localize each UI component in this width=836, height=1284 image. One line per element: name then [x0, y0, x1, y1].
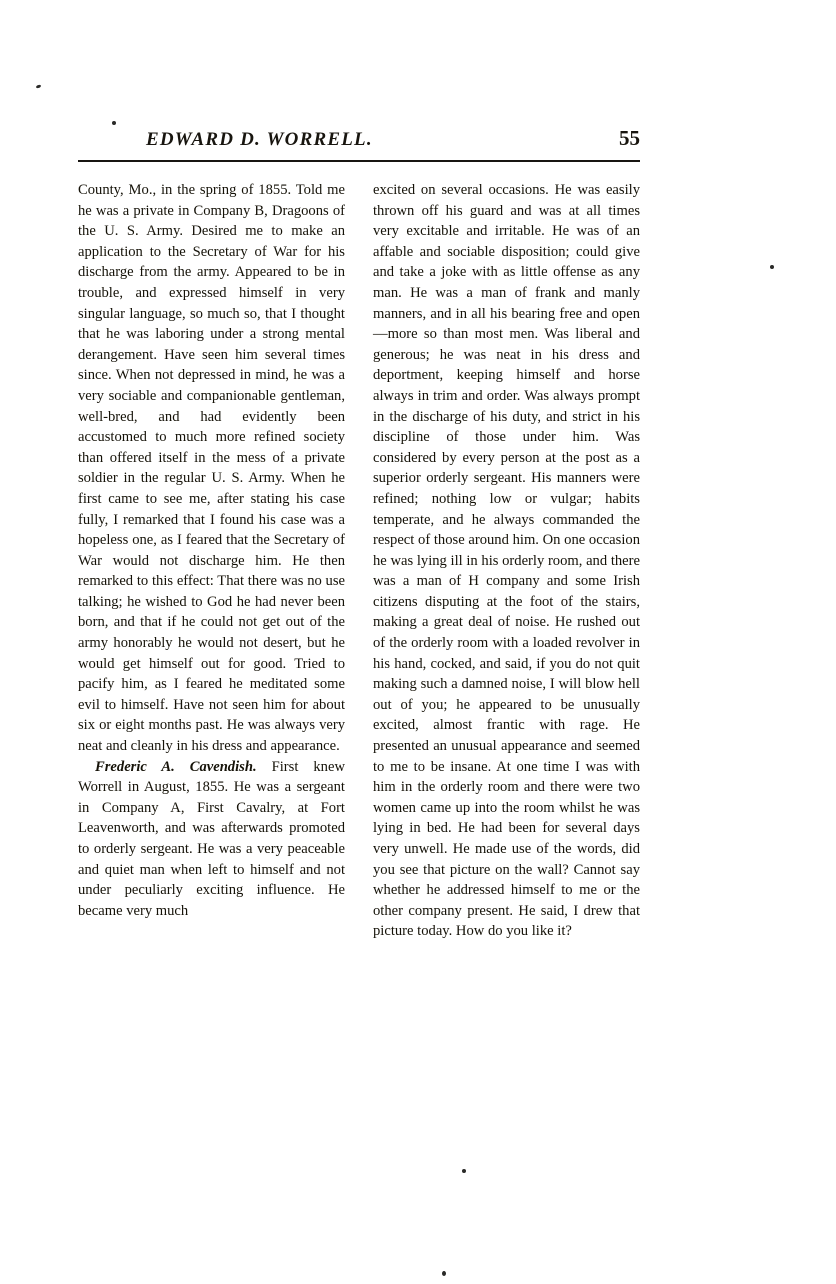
page-speck: [112, 121, 116, 125]
page-speck: [462, 1169, 466, 1173]
paragraph: excited on several occasions. He was easily thrown off his guard and was at all times very excitable and irritable. He was of an affable and sociable disposition; could give and take a joke with as little offense as any man. He was a man of frank and manly manners, and in all his bearing free and open—more so than most men. Was liberal and generous; he was neat in his dress and deportment, keeping himself and horse always in trim and order. Was always prompt in the discharge of his duty, and strict in his discipline of those under him. Was considered by every person at the post as a superior orderly sergeant. His manners were refined; nothing low or vulgar; habits temperate, and he always commanded the respect of those around him. On one occasion he was lying ill in his orderly room, and there was a man of H company and some Irish citizens disputing at the foot of the stairs, making a great deal of noise. He rushed out of the orderly room with a loaded revolver in his hand, cocked, and said, if you do not quit making such a damned noise, I will blow hell out of you; he appeared to be unusually excited, almost frantic with rage. He presented an unusual appearance and seemed to me to be insane. At one time I was with him in the orderly room and there were two women came up into the room whilst he was lying in bed. He had been for several days very unwell. He made use of the words, did you see that picture on the wall? Cannot say whether he addressed himself to me or the other company present. He said, I drew that picture today. How do you like it?: [373, 182, 640, 940]
header-rule: [78, 160, 640, 162]
column-right: [373, 180, 640, 942]
running-title: EDWARD D. WORRELL.: [146, 129, 373, 150]
page-speck: [442, 1271, 446, 1276]
column-left: [78, 180, 345, 942]
page-speck: [770, 265, 774, 269]
body-columns: [78, 180, 640, 942]
page-speck: [36, 84, 42, 89]
speaker-name: Frederic A. Cavendish.: [95, 758, 257, 775]
paragraph: County, Mo., in the spring of 1855. Told me he was a private in Company B, Dragoons of the U. S. Army. Desired me to make an application to the Secretary of War for his discharge from the army. Appeared to be in trouble, and expressed himself in very singular language, so much so, that I thought that he was laboring under a strong mental derangement. Have seen him several times since. When not depressed in mind, he was a very sociable and companionable gentleman, well-bred, and had evidently been accustomed to much more refined society than offered itself in the mess of a private soldier in the regular U. S. Army. When he first came to see me, after stating his case fully, I remarked that I found his case was a hopeless one, as I feared that the Secretary of War would not discharge him. He then remarked to this effect: That there was no use talking; he wished to God he had never been born, and that if he could not get out of the army honorably he would not desert, but he would get himself out for good. Tried to pacify him, as I feared he meditated some evil to himself. Have not seen him for about six or eight months past. He was always very neat and cleanly in his dress and appearance.: [78, 182, 345, 755]
page-header: [78, 126, 640, 151]
paragraph-text: First knew Worrell in August, 1855. He was a sergeant in Company A, First Cavalry, at Fort Leavenworth, and was afterwards promoted to orderly sergeant. He was a very peaceable and quiet man when left to himself and not under peculiarly exciting influence. He became very much: [78, 758, 345, 919]
page-number: 55: [619, 126, 640, 150]
paragraph: [78, 757, 345, 922]
